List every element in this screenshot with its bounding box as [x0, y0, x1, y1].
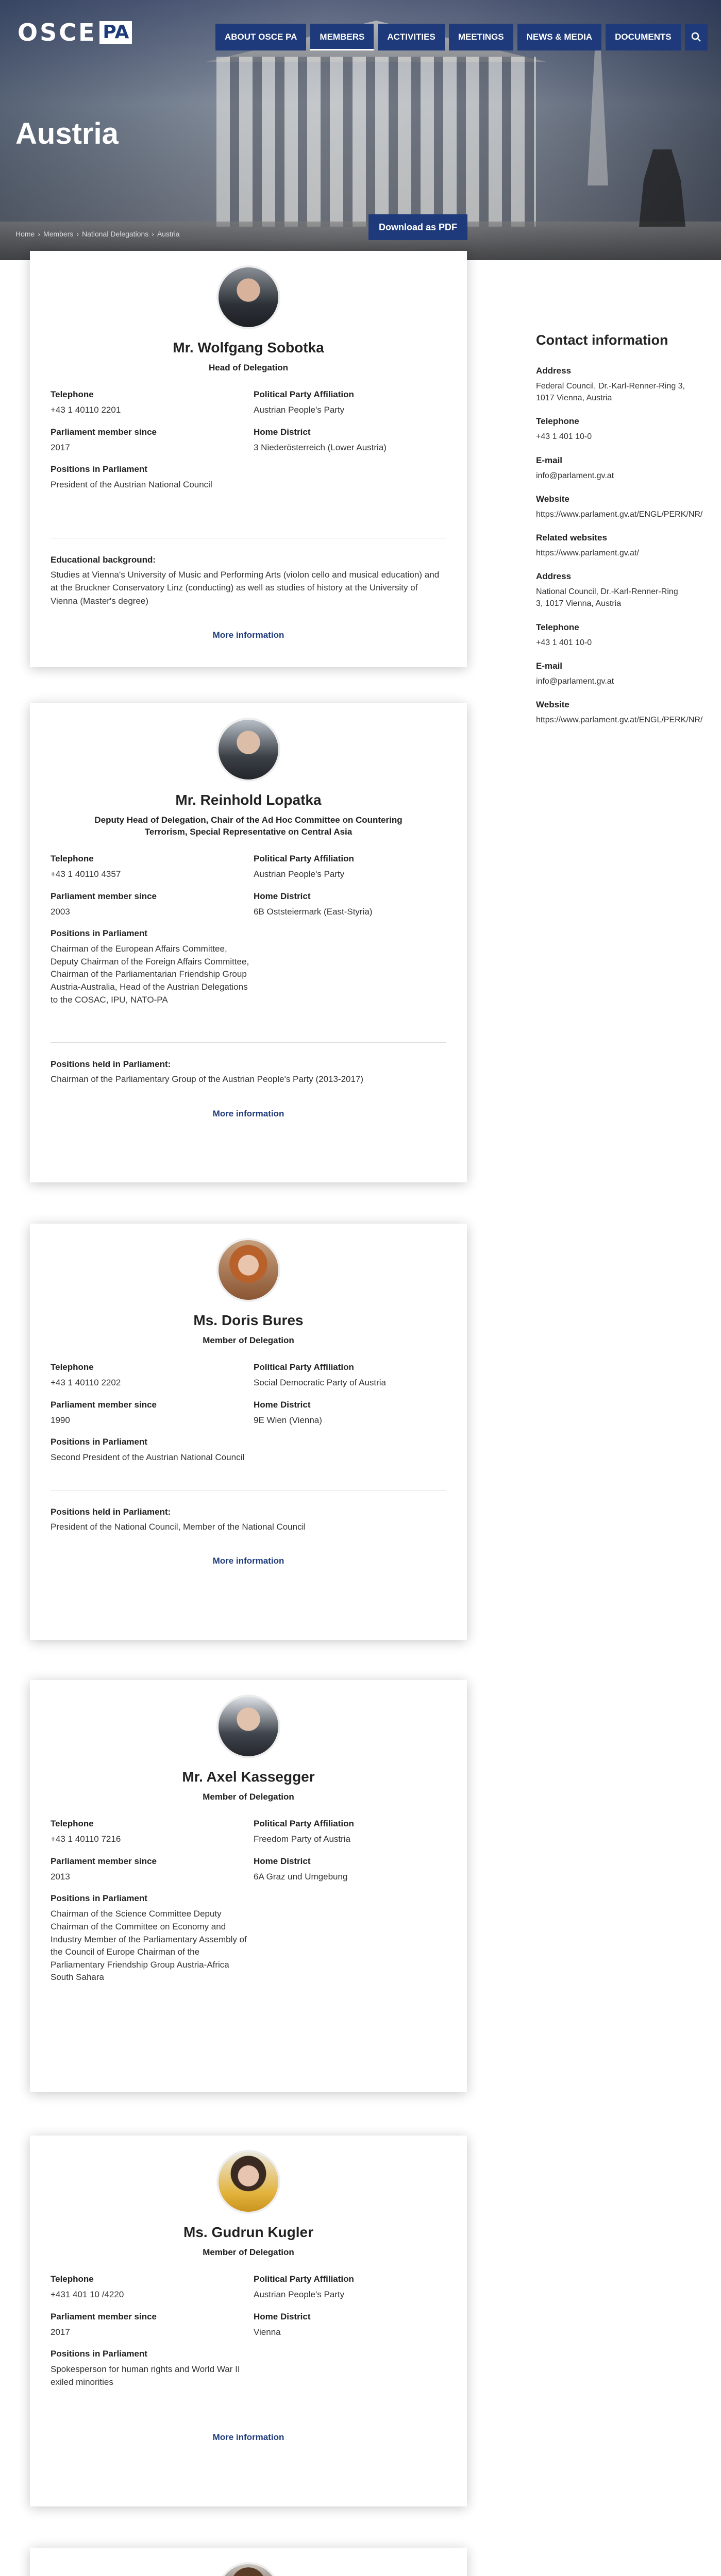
member-name: Ms. Doris Bures [193, 1312, 304, 1328]
address-value: Federal Council, Dr.-Karl-Renner-Ring 3, 1017 Vienna, Austria [536, 382, 685, 403]
member-role: Deputy Head of Delegation, Chair of the Ad Hoc Committee on Countering Terrorism, Special Representative on Central Asia [94, 815, 403, 837]
member-card [30, 2136, 467, 2506]
more-information-link[interactable]: More information [212, 1556, 284, 1566]
district-label: Home District [254, 1856, 311, 1866]
telephone-value: +431 401 10 /4220 [51, 2289, 124, 2299]
breadcrumb-current: Austria [157, 230, 180, 238]
contact-title: Contact information [536, 332, 668, 348]
member-name: Mr. Axel Kassegger [182, 1769, 315, 1785]
related-label: Related websites [536, 532, 607, 543]
contact-sidebar [536, 332, 721, 738]
website-link[interactable]: https://www.parlament.gv.at/ENGL/PERK/NR/ [536, 715, 703, 724]
member-name: Mr. Wolfgang Sobotka [173, 340, 324, 355]
extra-value: Chairman of the Parliamentary Group of the Austrian People's Party (2013-2017) [51, 1074, 364, 1084]
since-label: Parliament member since [51, 2311, 157, 2321]
hero-statue [639, 149, 685, 227]
affiliation-label: Political Party Affiliation [254, 1362, 354, 1372]
member-card [30, 2548, 467, 2576]
positions-value: Second President of the Austrian National Council [51, 1452, 245, 1463]
logo-suffix: PA [99, 21, 132, 44]
address-label: Address [536, 571, 572, 582]
more-information-link[interactable]: More information [212, 1108, 284, 1118]
website-link[interactable]: https://www.parlament.gv.at/ENGL/PERK/NR/ [536, 510, 703, 519]
positions-value: President of the Austrian National Council [51, 480, 212, 490]
site-logo[interactable] [18, 19, 132, 46]
email-label: E-mail [536, 660, 563, 671]
since-label: Parliament member since [51, 891, 157, 901]
address-value: National Council, Dr.-Karl-Renner-Ring 3, 1017 Vienna, Austria [536, 587, 678, 608]
affiliation-value: Austrian People's Party [254, 404, 345, 415]
telephone-label: Telephone [51, 2274, 94, 2284]
hero-banner [0, 0, 721, 260]
member-card [30, 703, 467, 1182]
affiliation-value: Freedom Party of Austria [254, 1834, 351, 1844]
since-label: Parliament member since [51, 1399, 157, 1410]
since-value: 2017 [51, 2327, 70, 2337]
telephone-value: +43 1 40110 2201 [51, 404, 121, 415]
affiliation-value: Social Democratic Party of Austria [254, 1377, 386, 1387]
breadcrumb-members[interactable]: Members [43, 230, 74, 238]
breadcrumb-delegations[interactable]: National Delegations [82, 230, 149, 238]
positions-label: Positions in Parliament [51, 928, 147, 939]
positions-value: Chairman of the Science Committee Deputy Chairman of the Committee on Economy and Industry Member of the Parliamentary Assembly of the Council of Europe Chairman of the Parliamentary Friendship Group Austria-Africa South Sahara [51, 1909, 247, 1982]
affiliation-label: Political Party Affiliation [254, 2274, 354, 2284]
since-value: 1990 [51, 1415, 70, 1425]
telephone-label: Telephone [51, 1818, 94, 1828]
member-name: Ms. Gudrun Kugler [183, 2224, 313, 2240]
extra-label: Positions held in Parliament: [51, 1506, 171, 1517]
telephone-label: Telephone [51, 1362, 94, 1372]
website-label: Website [536, 699, 569, 709]
page-title: Austria [15, 117, 119, 150]
positions-held [51, 1507, 446, 1534]
download-pdf-button[interactable]: Download as PDF [368, 214, 467, 240]
email-value[interactable]: info@parlament.gv.at [536, 676, 614, 686]
district-value: 3 Niederösterreich (Lower Austria) [254, 442, 387, 452]
nav-documents[interactable]: DOCUMENTS [606, 24, 681, 50]
positions-value: Spokesperson for human rights and World War II exiled minorities [51, 2364, 240, 2387]
member-card [30, 1680, 467, 2092]
more-information-link[interactable]: More information [212, 2432, 284, 2442]
member-details [51, 1362, 446, 1475]
affiliation-label: Political Party Affiliation [254, 1818, 354, 1828]
telephone-label: Telephone [51, 389, 94, 399]
member-name: Mr. Reinhold Lopatka [175, 792, 322, 808]
positions-label: Positions in Parliament [51, 464, 147, 474]
member-details [51, 389, 446, 502]
since-value: 2003 [51, 906, 70, 917]
avatar [216, 2150, 280, 2214]
member-role: Member of Delegation [203, 1792, 294, 1802]
positions-held [51, 1059, 446, 1086]
breadcrumb: Home › Members › National Delegations › Austria [15, 230, 180, 238]
district-label: Home District [254, 427, 311, 437]
affiliation-label: Political Party Affiliation [254, 389, 354, 399]
member-card [30, 1224, 467, 1640]
district-value: 6B Oststeiermark (East-Styria) [254, 906, 373, 917]
since-label: Parliament member since [51, 427, 157, 437]
nav-about[interactable]: ABOUT OSCE PA [215, 24, 306, 50]
member-role: Head of Delegation [209, 363, 288, 372]
extra-label: Educational background: [51, 554, 156, 565]
hero-building-columns [216, 57, 536, 227]
avatar [216, 1238, 280, 1302]
website-label: Website [536, 494, 569, 504]
positions-label: Positions in Parliament [51, 2349, 147, 2359]
district-label: Home District [254, 1399, 311, 1410]
member-details [51, 2274, 446, 2399]
since-value: 2017 [51, 442, 70, 452]
extra-value: Studies at Vienna's University of Music and Performing Arts (violon cello and musical education) and at the Bruckner Conservatory Linz (conducting) as well as studies of history at the University of Vienna (Master's degree) [51, 569, 440, 606]
district-value: 6A Graz und Umgebung [254, 1871, 348, 1882]
telephone-label: Telephone [536, 622, 579, 632]
telephone-label: Telephone [51, 853, 94, 863]
member-details [51, 1819, 446, 1994]
divider [51, 1042, 446, 1043]
telephone-value: +43 1 40110 4357 [51, 869, 121, 879]
search-button[interactable] [685, 24, 708, 50]
telephone-value: +43 1 401 10-0 [536, 432, 592, 442]
telephone-value: +43 1 40110 2202 [51, 1377, 121, 1387]
related-link[interactable]: https://www.parlament.gv.at/ [536, 548, 639, 557]
positions-label: Positions in Parliament [51, 1437, 147, 1447]
logo-text: OSCE [18, 19, 97, 46]
district-label: Home District [254, 2311, 311, 2321]
extra-label: Positions held in Parliament: [51, 1059, 171, 1070]
more-information-link[interactable]: More information [212, 630, 284, 640]
breadcrumb-home[interactable]: Home [15, 230, 35, 238]
member-details [51, 854, 446, 1016]
telephone-value: +43 1 40110 7216 [51, 1834, 121, 1844]
district-label: Home District [254, 891, 311, 901]
nav-meetings[interactable]: MEETINGS [449, 24, 513, 50]
member-card [30, 251, 467, 667]
member-role: Member of Delegation [203, 2247, 294, 2257]
email-value[interactable]: info@parlament.gv.at [536, 471, 614, 480]
positions-label: Positions in Parliament [51, 1893, 147, 1904]
extra-value: President of the National Council, Member of the National Council [51, 1521, 306, 1532]
address-label: Address [536, 366, 572, 376]
telephone-value: +43 1 401 10-0 [536, 638, 592, 647]
district-value: 9E Wien (Vienna) [254, 1415, 322, 1425]
avatar [216, 1694, 280, 1758]
avatar [216, 265, 280, 329]
positions-value: Chairman of the European Affairs Committee, Deputy Chairman of the Foreign Affairs Committee, Chairman of the Parliamentarian Friendship Group Austria-Australia, Head of the Austrian Delegations to the COSAC, IPU, NATO-PA [51, 944, 249, 1005]
nav-activities[interactable]: ACTIVITIES [378, 24, 445, 50]
nav-members[interactable]: MEMBERS [310, 24, 374, 50]
member-role: Member of Delegation [203, 1335, 294, 1345]
nav-news-media[interactable]: NEWS & MEDIA [517, 24, 602, 50]
avatar [216, 2562, 280, 2576]
affiliation-value: Austrian People's Party [254, 869, 345, 879]
avatar [216, 718, 280, 782]
top-bar [0, 0, 721, 62]
since-value: 2013 [51, 1871, 70, 1882]
telephone-label: Telephone [536, 416, 579, 427]
educational-background [51, 555, 446, 608]
affiliation-value: Austrian People's Party [254, 2289, 345, 2299]
main-nav [215, 24, 708, 50]
district-value: Vienna [254, 2327, 281, 2337]
email-label: E-mail [536, 455, 563, 465]
since-label: Parliament member since [51, 1856, 157, 1866]
search-icon [691, 32, 701, 42]
affiliation-label: Political Party Affiliation [254, 853, 354, 863]
